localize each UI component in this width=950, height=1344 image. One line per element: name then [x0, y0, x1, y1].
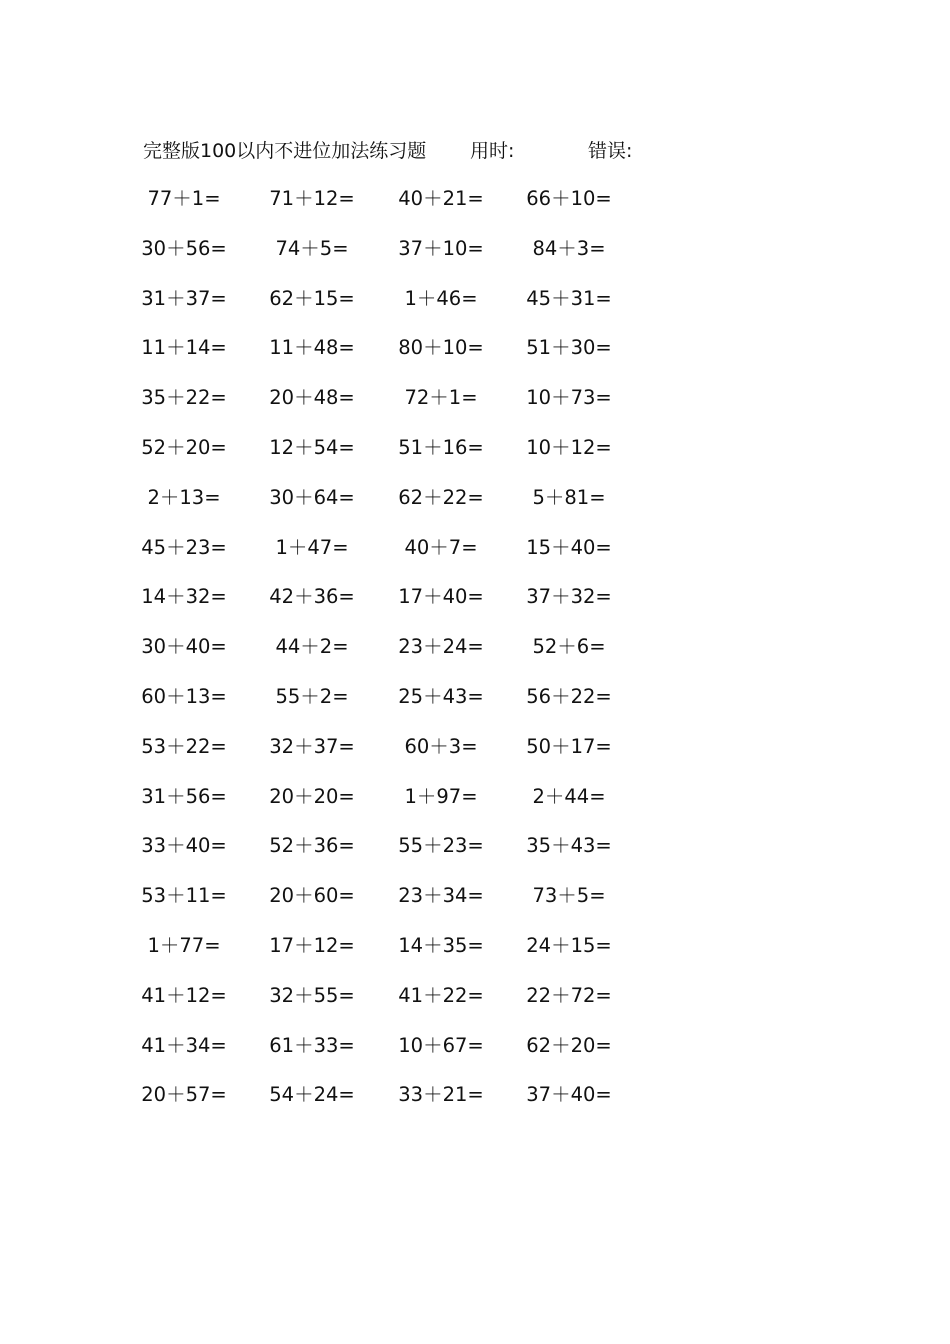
addition-problem: 23＋24=	[398, 635, 484, 659]
problem-row	[0, 732, 950, 782]
addition-problem: 33＋40=	[141, 834, 227, 858]
addition-problem: 20＋60=	[269, 884, 355, 908]
addition-problem: 14＋32=	[141, 585, 227, 609]
addition-problem: 17＋40=	[398, 585, 484, 609]
addition-problem: 41＋12=	[141, 983, 227, 1007]
problem-row	[0, 184, 950, 234]
problem-row	[0, 533, 950, 583]
addition-problem: 66＋10=	[526, 187, 612, 210]
problem-grid	[0, 184, 950, 1130]
problem-row	[0, 433, 950, 483]
addition-problem: 1＋97=	[404, 784, 478, 808]
addition-problem: 1＋46=	[404, 286, 478, 310]
addition-problem: 11＋48=	[269, 336, 355, 360]
addition-problem: 61＋33=	[269, 1033, 355, 1057]
addition-problem: 31＋37=	[141, 286, 227, 310]
addition-problem: 35＋22=	[141, 386, 227, 410]
addition-problem: 40＋7=	[404, 535, 478, 559]
addition-problem: 44＋2=	[275, 635, 349, 659]
addition-problem: 2＋44=	[532, 784, 606, 808]
addition-problem: 5＋81=	[532, 485, 606, 509]
addition-problem: 52＋20=	[141, 435, 227, 459]
problem-row	[0, 284, 950, 334]
addition-problem: 37＋10=	[398, 236, 484, 260]
addition-problem: 80＋10=	[398, 336, 484, 360]
addition-problem: 74＋5=	[275, 236, 349, 260]
addition-problem: 54＋24=	[269, 1083, 355, 1107]
problem-row	[0, 1031, 950, 1081]
addition-problem: 60＋3=	[404, 734, 478, 758]
addition-problem: 55＋23=	[398, 834, 484, 858]
addition-problem: 71＋12=	[269, 187, 355, 210]
addition-problem: 20＋48=	[269, 386, 355, 410]
addition-problem: 50＋17=	[526, 734, 612, 758]
error-count-label: 错误:	[588, 140, 633, 162]
addition-problem: 35＋43=	[526, 834, 612, 858]
addition-problem: 45＋23=	[141, 535, 227, 559]
addition-problem: 62＋15=	[269, 286, 355, 310]
problem-row	[0, 383, 950, 433]
addition-problem: 53＋11=	[141, 884, 227, 908]
addition-problem: 1＋77=	[147, 933, 221, 957]
addition-problem: 1＋47=	[275, 535, 349, 559]
problem-row	[0, 682, 950, 732]
problem-row	[0, 981, 950, 1031]
addition-problem: 31＋56=	[141, 784, 227, 808]
addition-problem: 23＋34=	[398, 884, 484, 908]
addition-problem: 62＋20=	[526, 1033, 612, 1057]
problem-row	[0, 333, 950, 383]
addition-problem: 32＋37=	[269, 734, 355, 758]
addition-problem: 10＋67=	[398, 1033, 484, 1057]
addition-problem: 32＋55=	[269, 983, 355, 1007]
addition-problem: 55＋2=	[275, 684, 349, 708]
addition-problem: 60＋13=	[141, 684, 227, 708]
addition-problem: 56＋22=	[526, 684, 612, 708]
addition-problem: 30＋40=	[141, 635, 227, 659]
addition-problem: 40＋21=	[398, 187, 484, 210]
addition-problem: 30＋56=	[141, 236, 227, 260]
addition-problem: 10＋12=	[526, 435, 612, 459]
addition-problem: 62＋22=	[398, 485, 484, 509]
worksheet-title: 完整版100以内不进位加法练习题	[143, 140, 427, 162]
addition-problem: 24＋15=	[526, 933, 612, 957]
addition-problem: 45＋31=	[526, 286, 612, 310]
addition-problem: 37＋32=	[526, 585, 612, 609]
addition-problem: 33＋21=	[398, 1083, 484, 1107]
addition-problem: 11＋14=	[141, 336, 227, 360]
addition-problem: 41＋22=	[398, 983, 484, 1007]
problem-row	[0, 582, 950, 632]
addition-problem: 37＋40=	[526, 1083, 612, 1107]
worksheet-header	[143, 136, 663, 166]
addition-problem: 52＋6=	[532, 635, 606, 659]
problem-row	[0, 1080, 950, 1130]
addition-problem: 51＋30=	[526, 336, 612, 360]
problem-row	[0, 483, 950, 533]
addition-problem: 51＋16=	[398, 435, 484, 459]
addition-problem: 12＋54=	[269, 435, 355, 459]
addition-problem: 17＋12=	[269, 933, 355, 957]
problem-row	[0, 831, 950, 881]
addition-problem: 53＋22=	[141, 734, 227, 758]
time-used-label: 用时:	[470, 140, 515, 162]
addition-problem: 14＋35=	[398, 933, 484, 957]
addition-problem: 52＋36=	[269, 834, 355, 858]
problem-row	[0, 632, 950, 682]
problem-row	[0, 234, 950, 284]
problem-row	[0, 931, 950, 981]
addition-problem: 41＋34=	[141, 1033, 227, 1057]
addition-problem: 77＋1=	[147, 187, 221, 210]
addition-problem: 72＋1=	[404, 386, 478, 410]
problem-row	[0, 782, 950, 832]
addition-problem: 30＋64=	[269, 485, 355, 509]
addition-problem: 73＋5=	[532, 884, 606, 908]
addition-problem: 20＋57=	[141, 1083, 227, 1107]
addition-problem: 42＋36=	[269, 585, 355, 609]
problem-row	[0, 881, 950, 931]
addition-problem: 15＋40=	[526, 535, 612, 559]
addition-problem: 2＋13=	[147, 485, 221, 509]
addition-problem: 25＋43=	[398, 684, 484, 708]
addition-problem: 20＋20=	[269, 784, 355, 808]
addition-problem: 10＋73=	[526, 386, 612, 410]
addition-problem: 84＋3=	[532, 236, 606, 260]
addition-problem: 22＋72=	[526, 983, 612, 1007]
